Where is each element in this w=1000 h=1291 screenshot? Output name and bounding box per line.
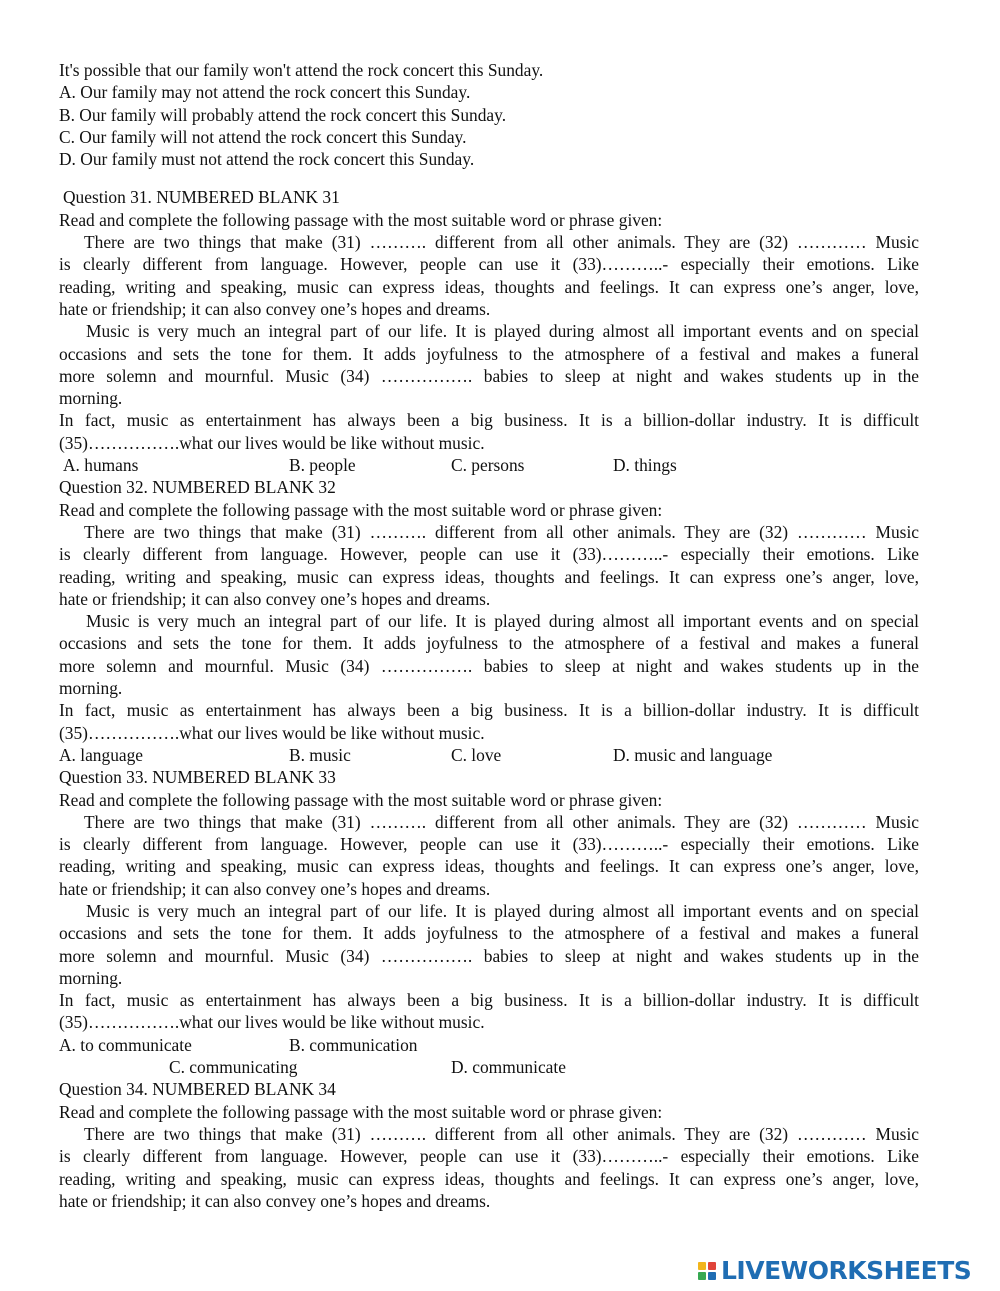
intro-option-a[interactable]: A. Our family may not attend the rock concert this Sunday. xyxy=(59,82,471,103)
passage-line: morning. xyxy=(59,967,123,988)
question-block xyxy=(59,186,919,476)
worksheet-page xyxy=(59,59,919,1212)
passage-line: hate or friendship; it can also convey one’s hopes and dreams. xyxy=(59,298,491,319)
passage-line: more solemn and mournful. Music (34) ……………. babies to sleep at night and wakes students up in the xyxy=(59,945,919,966)
option-d[interactable]: D. things xyxy=(613,455,677,476)
passage-line: hate or friendship; it can also convey one’s hopes and dreams. xyxy=(59,878,491,899)
passage-line: reading, writing and speaking, music can express ideas, thoughts and feelings. It can express one’s anger, love, xyxy=(59,566,919,587)
passage-line: Music is very much an integral part of our life. It is played during almost all important events and on special xyxy=(86,900,919,921)
passage-line: (35)…………….what our lives would be like without music. xyxy=(59,722,485,743)
question-title: Question 34. NUMBERED BLANK 34 xyxy=(59,1079,336,1100)
passage-line: In fact, music as entertainment has always been a big business. It is a billion-dollar industry. It is difficult xyxy=(59,700,919,721)
passage-line: reading, writing and speaking, music can express ideas, thoughts and feelings. It can express one’s anger, love, xyxy=(59,856,919,877)
passage-line: is clearly different from language. However, people can use it (33)………..- especially their emotions. Like xyxy=(59,544,919,565)
passage-line: occasions and sets the tone for them. It adds joyfulness to the atmosphere of a festival and makes a funeral xyxy=(59,343,919,364)
passage-line: occasions and sets the tone for them. It adds joyfulness to the atmosphere of a festival and makes a funeral xyxy=(59,633,919,654)
passage-line: is clearly different from language. However, people can use it (33)………..- especially their emotions. Like xyxy=(59,254,919,275)
passage-line: Music is very much an integral part of our life. It is played during almost all important events and on special xyxy=(86,321,919,342)
answer-options xyxy=(59,1034,919,1056)
passage-line: There are two things that make (31) ………. different from all other animals. They are (32) ………… Music xyxy=(84,521,919,542)
passage-line: more solemn and mournful. Music (34) ……………. babies to sleep at night and wakes students up in the xyxy=(59,365,919,386)
spacer xyxy=(59,170,919,186)
instruction-text: Read and complete the following passage with the most suitable word or phrase given: xyxy=(59,209,663,230)
passage-line: (35)…………….what our lives would be like without music. xyxy=(59,432,485,453)
passage-line: is clearly different from language. However, people can use it (33)………..- especially their emotions. Like xyxy=(59,834,919,855)
passage-line: reading, writing and speaking, music can express ideas, thoughts and feelings. It can express one’s anger, love, xyxy=(59,1168,919,1189)
passage-line: In fact, music as entertainment has always been a big business. It is a billion-dollar industry. It is difficult xyxy=(59,990,919,1011)
passage-line: morning. xyxy=(59,678,123,699)
intro-option-d[interactable]: D. Our family must not attend the rock concert this Sunday. xyxy=(59,149,475,170)
passage-line: There are two things that make (31) ………. different from all other animals. They are (32) ………… Music xyxy=(84,811,919,832)
passage-line: reading, writing and speaking, music can express ideas, thoughts and feelings. It can express one’s anger, love, xyxy=(59,276,919,297)
question-title: Question 31. NUMBERED BLANK 31 xyxy=(63,187,340,208)
question-title: Question 32. NUMBERED BLANK 32 xyxy=(59,477,336,498)
option-a[interactable]: A. language xyxy=(59,744,144,765)
passage-line: more solemn and mournful. Music (34) ……………. babies to sleep at night and wakes students up in the xyxy=(59,655,919,676)
option-c[interactable]: C. communicating xyxy=(169,1057,298,1078)
logo-text: LIVEWORKSHEETS xyxy=(721,1256,972,1285)
passage-line: Music is very much an integral part of our life. It is played during almost all important events and on special xyxy=(86,611,919,632)
passage-line: hate or friendship; it can also convey one’s hopes and dreams. xyxy=(59,1190,491,1211)
liveworksheets-logo xyxy=(698,1256,971,1286)
option-c[interactable]: C. persons xyxy=(451,455,525,476)
option-d[interactable]: D. communicate xyxy=(451,1057,566,1078)
intro-option-b[interactable]: B. Our family will probably attend the rock concert this Sunday. xyxy=(59,104,507,125)
passage-line: There are two things that make (31) ………. different from all other animals. They are (32) ………… Music xyxy=(84,1123,919,1144)
intro-option-c[interactable]: C. Our family will not attend the rock concert this Sunday. xyxy=(59,126,467,147)
answer-options xyxy=(59,1056,919,1078)
option-b[interactable]: B. communication xyxy=(289,1034,418,1055)
answer-options xyxy=(59,454,919,476)
passage-line: In fact, music as entertainment has always been a big business. It is a billion-dollar industry. It is difficult xyxy=(59,410,919,431)
question-block xyxy=(59,1078,919,1212)
passage-line: (35)…………….what our lives would be like without music. xyxy=(59,1012,485,1033)
instruction-text: Read and complete the following passage with the most suitable word or phrase given: xyxy=(59,789,663,810)
answer-options xyxy=(59,744,919,766)
question-title: Question 33. NUMBERED BLANK 33 xyxy=(59,767,336,788)
question-block xyxy=(59,476,919,766)
logo-grid-icon xyxy=(698,1262,716,1280)
passage-line: morning. xyxy=(59,388,123,409)
option-b[interactable]: B. people xyxy=(289,455,356,476)
option-d[interactable]: D. music and language xyxy=(613,744,773,765)
passage-line: There are two things that make (31) ………. different from all other animals. They are (32) ………… Music xyxy=(84,232,919,253)
option-c[interactable]: C. love xyxy=(451,744,502,765)
passage-line: hate or friendship; it can also convey one’s hopes and dreams. xyxy=(59,588,491,609)
option-a[interactable]: A. humans xyxy=(63,455,139,476)
passage-line: occasions and sets the tone for them. It adds joyfulness to the atmosphere of a festival and makes a funeral xyxy=(59,923,919,944)
question-block xyxy=(59,766,919,1078)
instruction-text: Read and complete the following passage with the most suitable word or phrase given: xyxy=(59,1101,663,1122)
instruction-text: Read and complete the following passage with the most suitable word or phrase given: xyxy=(59,499,663,520)
option-a[interactable]: A. to communicate xyxy=(59,1034,192,1055)
option-b[interactable]: B. music xyxy=(289,744,351,765)
passage-line: is clearly different from language. However, people can use it (33)………..- especially their emotions. Like xyxy=(59,1146,919,1167)
intro-block xyxy=(59,59,919,170)
intro-sentence: It's possible that our family won't attend the rock concert this Sunday. xyxy=(59,60,544,80)
